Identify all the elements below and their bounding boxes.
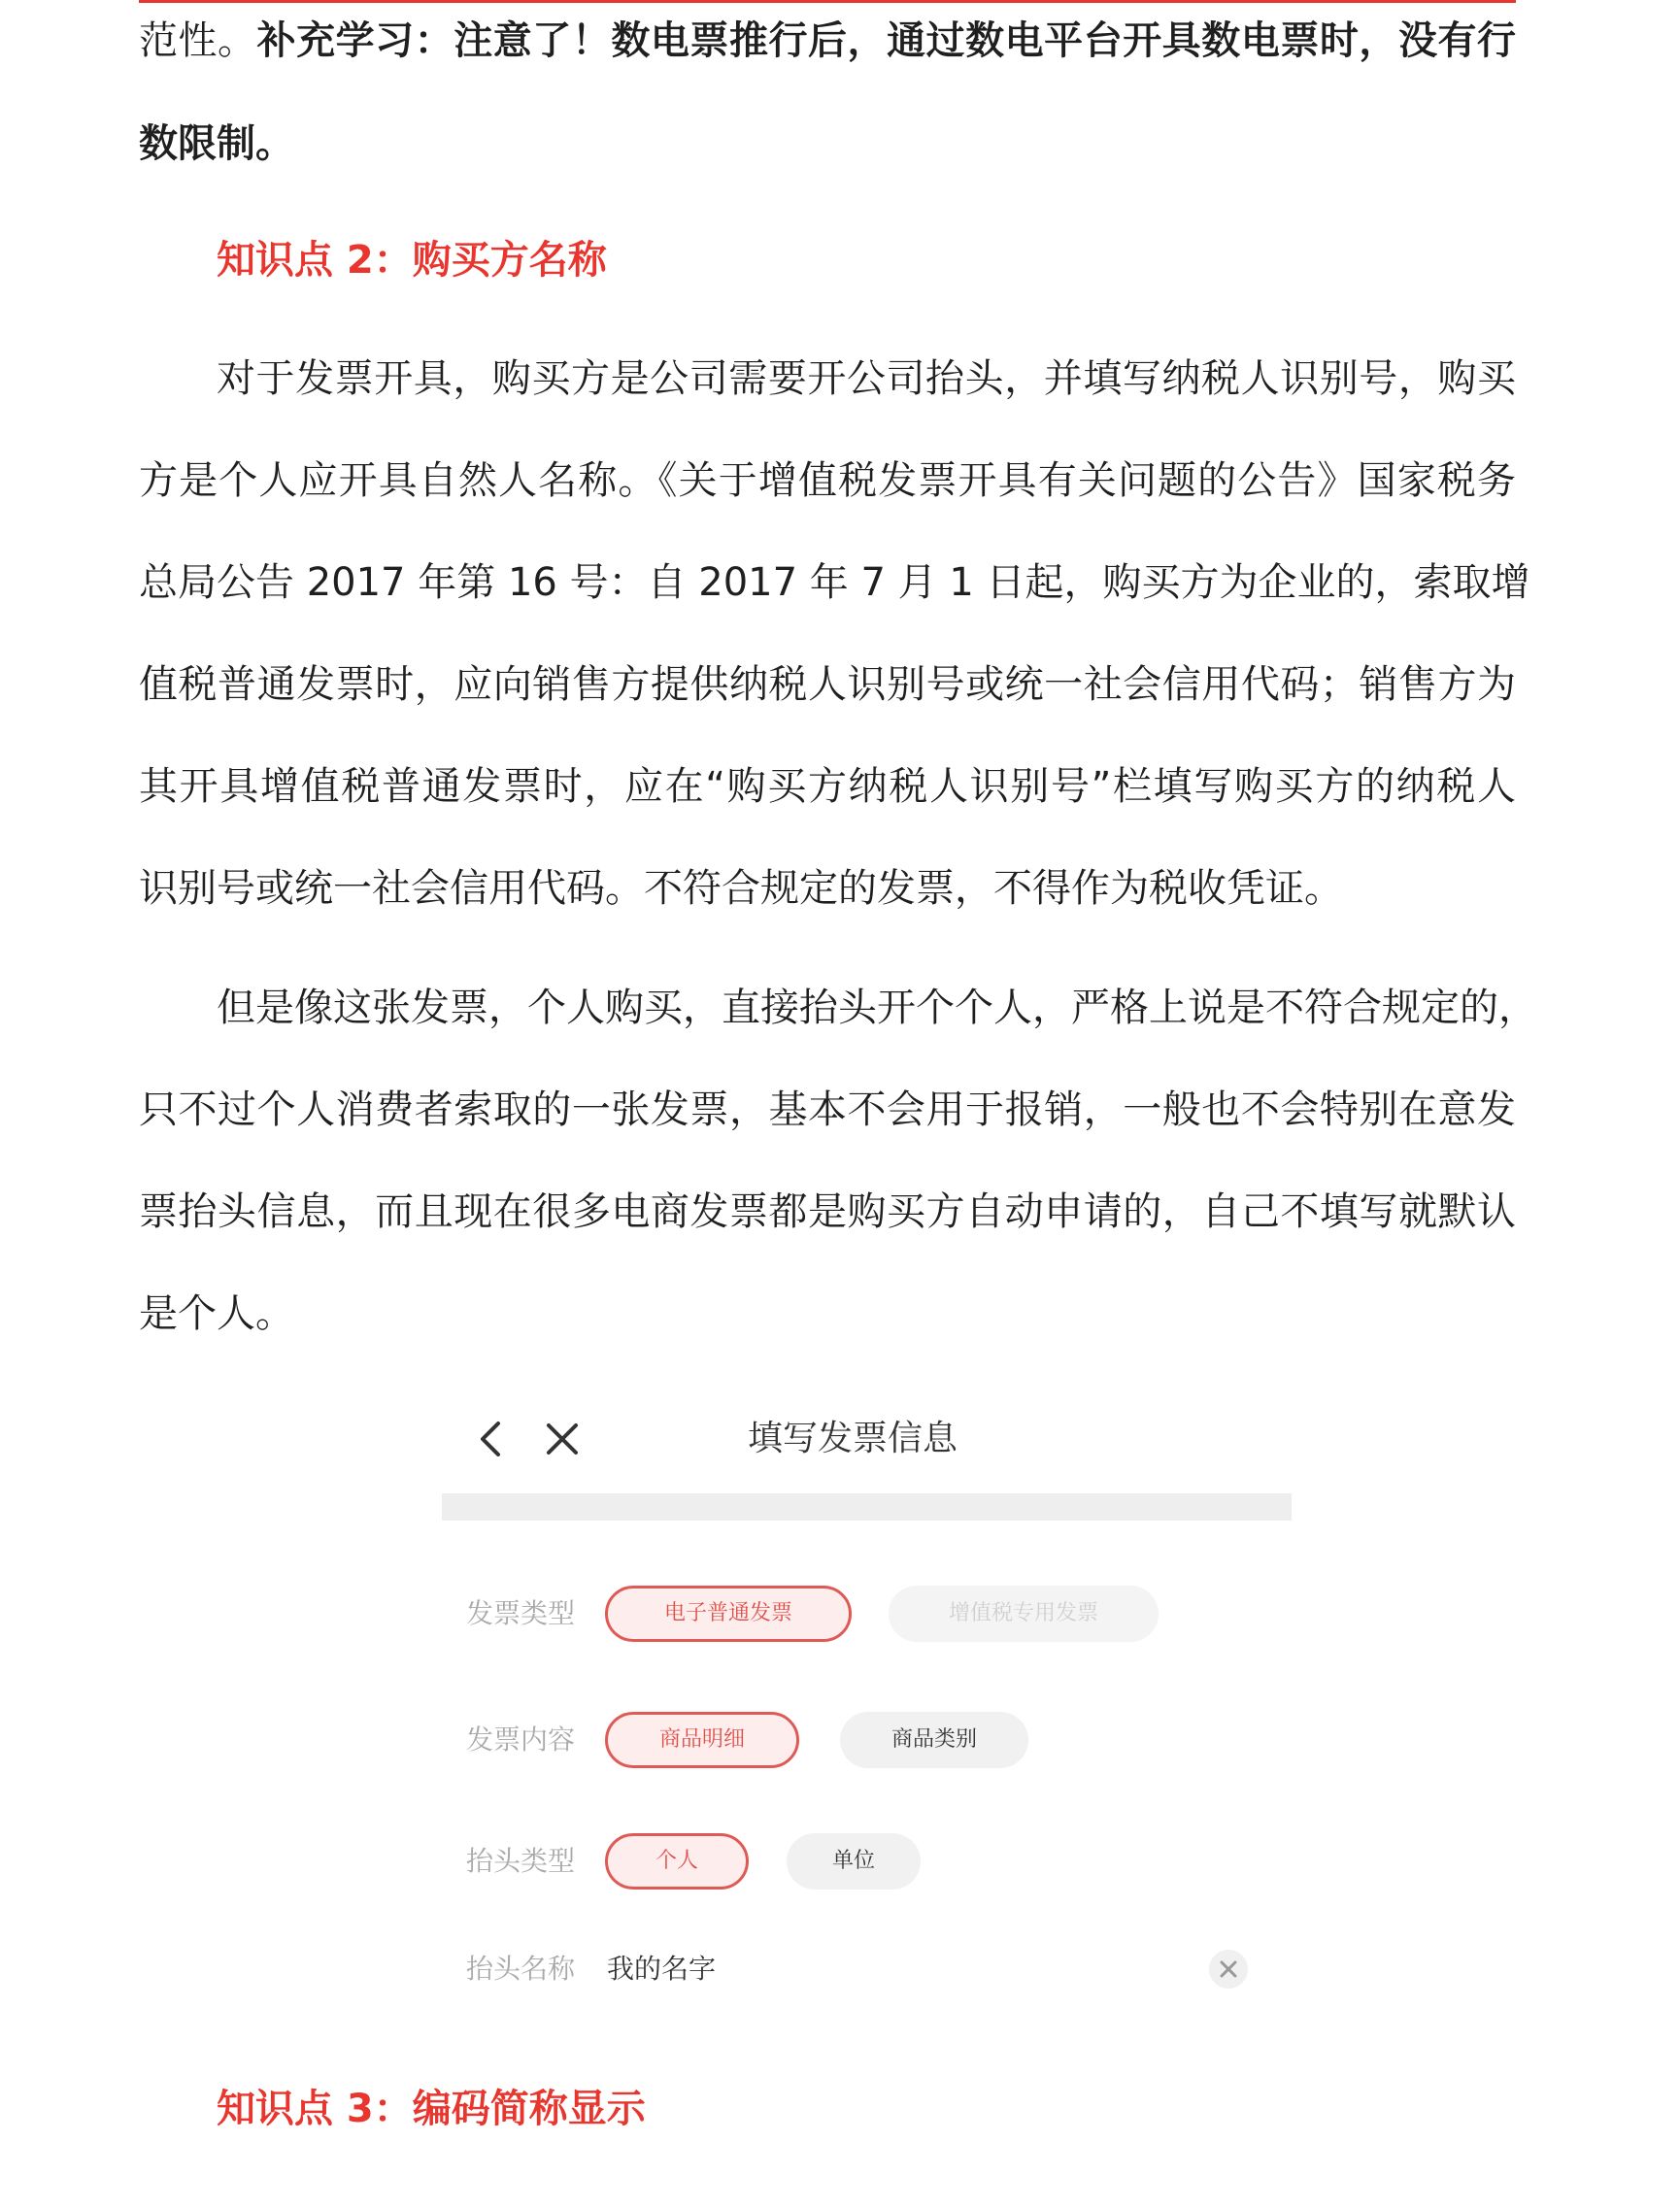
para1-line-3: 总局公告 2017 年第 16 号：自 2017 年 7 月 1 日起，购买方为企业的，索取增 <box>139 560 1530 605</box>
top-rule <box>139 0 1516 3</box>
title-name-label: 抬头名称 <box>466 1953 576 1985</box>
para2-line-2: 只不过个人消费者索取的一张发票，基本不会用于报销，一般也不会特别在意发 <box>139 1087 1516 1132</box>
close-icon[interactable] <box>541 1418 584 1460</box>
title-type-label: 抬头类型 <box>466 1845 576 1877</box>
para2-line-3: 票抬头信息，而且现在很多电商发票都是购买方自动申请的，自己不填写就默认 <box>139 1189 1516 1234</box>
intro-bold-text: 补充学习：注意了！数电票推行后，通过数电平台开具数电票时，没有行 <box>256 18 1517 63</box>
intro-line-1 <box>139 14 1516 68</box>
intro-line-2: 数限制。 <box>139 121 294 166</box>
invoice-type-label: 发票类型 <box>466 1597 576 1629</box>
para1-line-6: 识别号或统一社会信用代码。不符合规定的发票，不得作为税收凭证。 <box>139 866 1343 911</box>
clear-icon[interactable] <box>1209 1950 1248 1989</box>
para1-line-2: 方是个人应开具自然人名称。《关于增值税发票开具有关问题的公告》国家税务 <box>139 458 1516 503</box>
chevron-left-icon[interactable] <box>471 1418 514 1460</box>
invoice-form-screenshot <box>442 1379 1296 2039</box>
chip-personal[interactable]: 个人 <box>605 1833 749 1890</box>
nav-bar <box>442 1379 1296 1495</box>
chip-goods-category[interactable]: 商品类别 <box>840 1712 1028 1768</box>
chip-goods-detail[interactable]: 商品明细 <box>605 1712 799 1768</box>
para2-line-4: 是个人。 <box>139 1291 294 1336</box>
chip-company[interactable]: 单位 <box>787 1833 921 1890</box>
para1-line-1: 对于发票开具，购买方是公司需要开公司抬头，并填写纳税人识别号，购买 <box>217 356 1516 401</box>
heading-knowledge-point-2: 知识点 2：购买方名称 <box>217 238 607 283</box>
section-divider <box>442 1493 1292 1521</box>
chip-vat-special-invoice[interactable]: 增值税专用发票 <box>889 1586 1159 1642</box>
title-name-input[interactable]: 我的名字 <box>607 1953 717 1985</box>
intro-normal-text: 范性。 <box>139 18 257 63</box>
para1-line-4: 值税普通发票时，应向销售方提供纳税人识别号或统一社会信用代码；销售方为 <box>139 662 1516 707</box>
para1-line-5: 其开具增值税普通发票时，应在“购买方纳税人识别号”栏填写购买方的纳税人 <box>139 764 1516 809</box>
page-title: 填写发票信息 <box>748 1419 958 1458</box>
chip-electronic-normal-invoice[interactable]: 电子普通发票 <box>605 1586 852 1642</box>
heading-knowledge-point-3: 知识点 3：编码简称显示 <box>217 2087 646 2131</box>
invoice-content-label: 发票内容 <box>466 1723 576 1756</box>
para2-line-1: 但是像这张发票，个人购买，直接抬头开个个人，严格上说是不符合规定的， <box>217 986 1537 1030</box>
